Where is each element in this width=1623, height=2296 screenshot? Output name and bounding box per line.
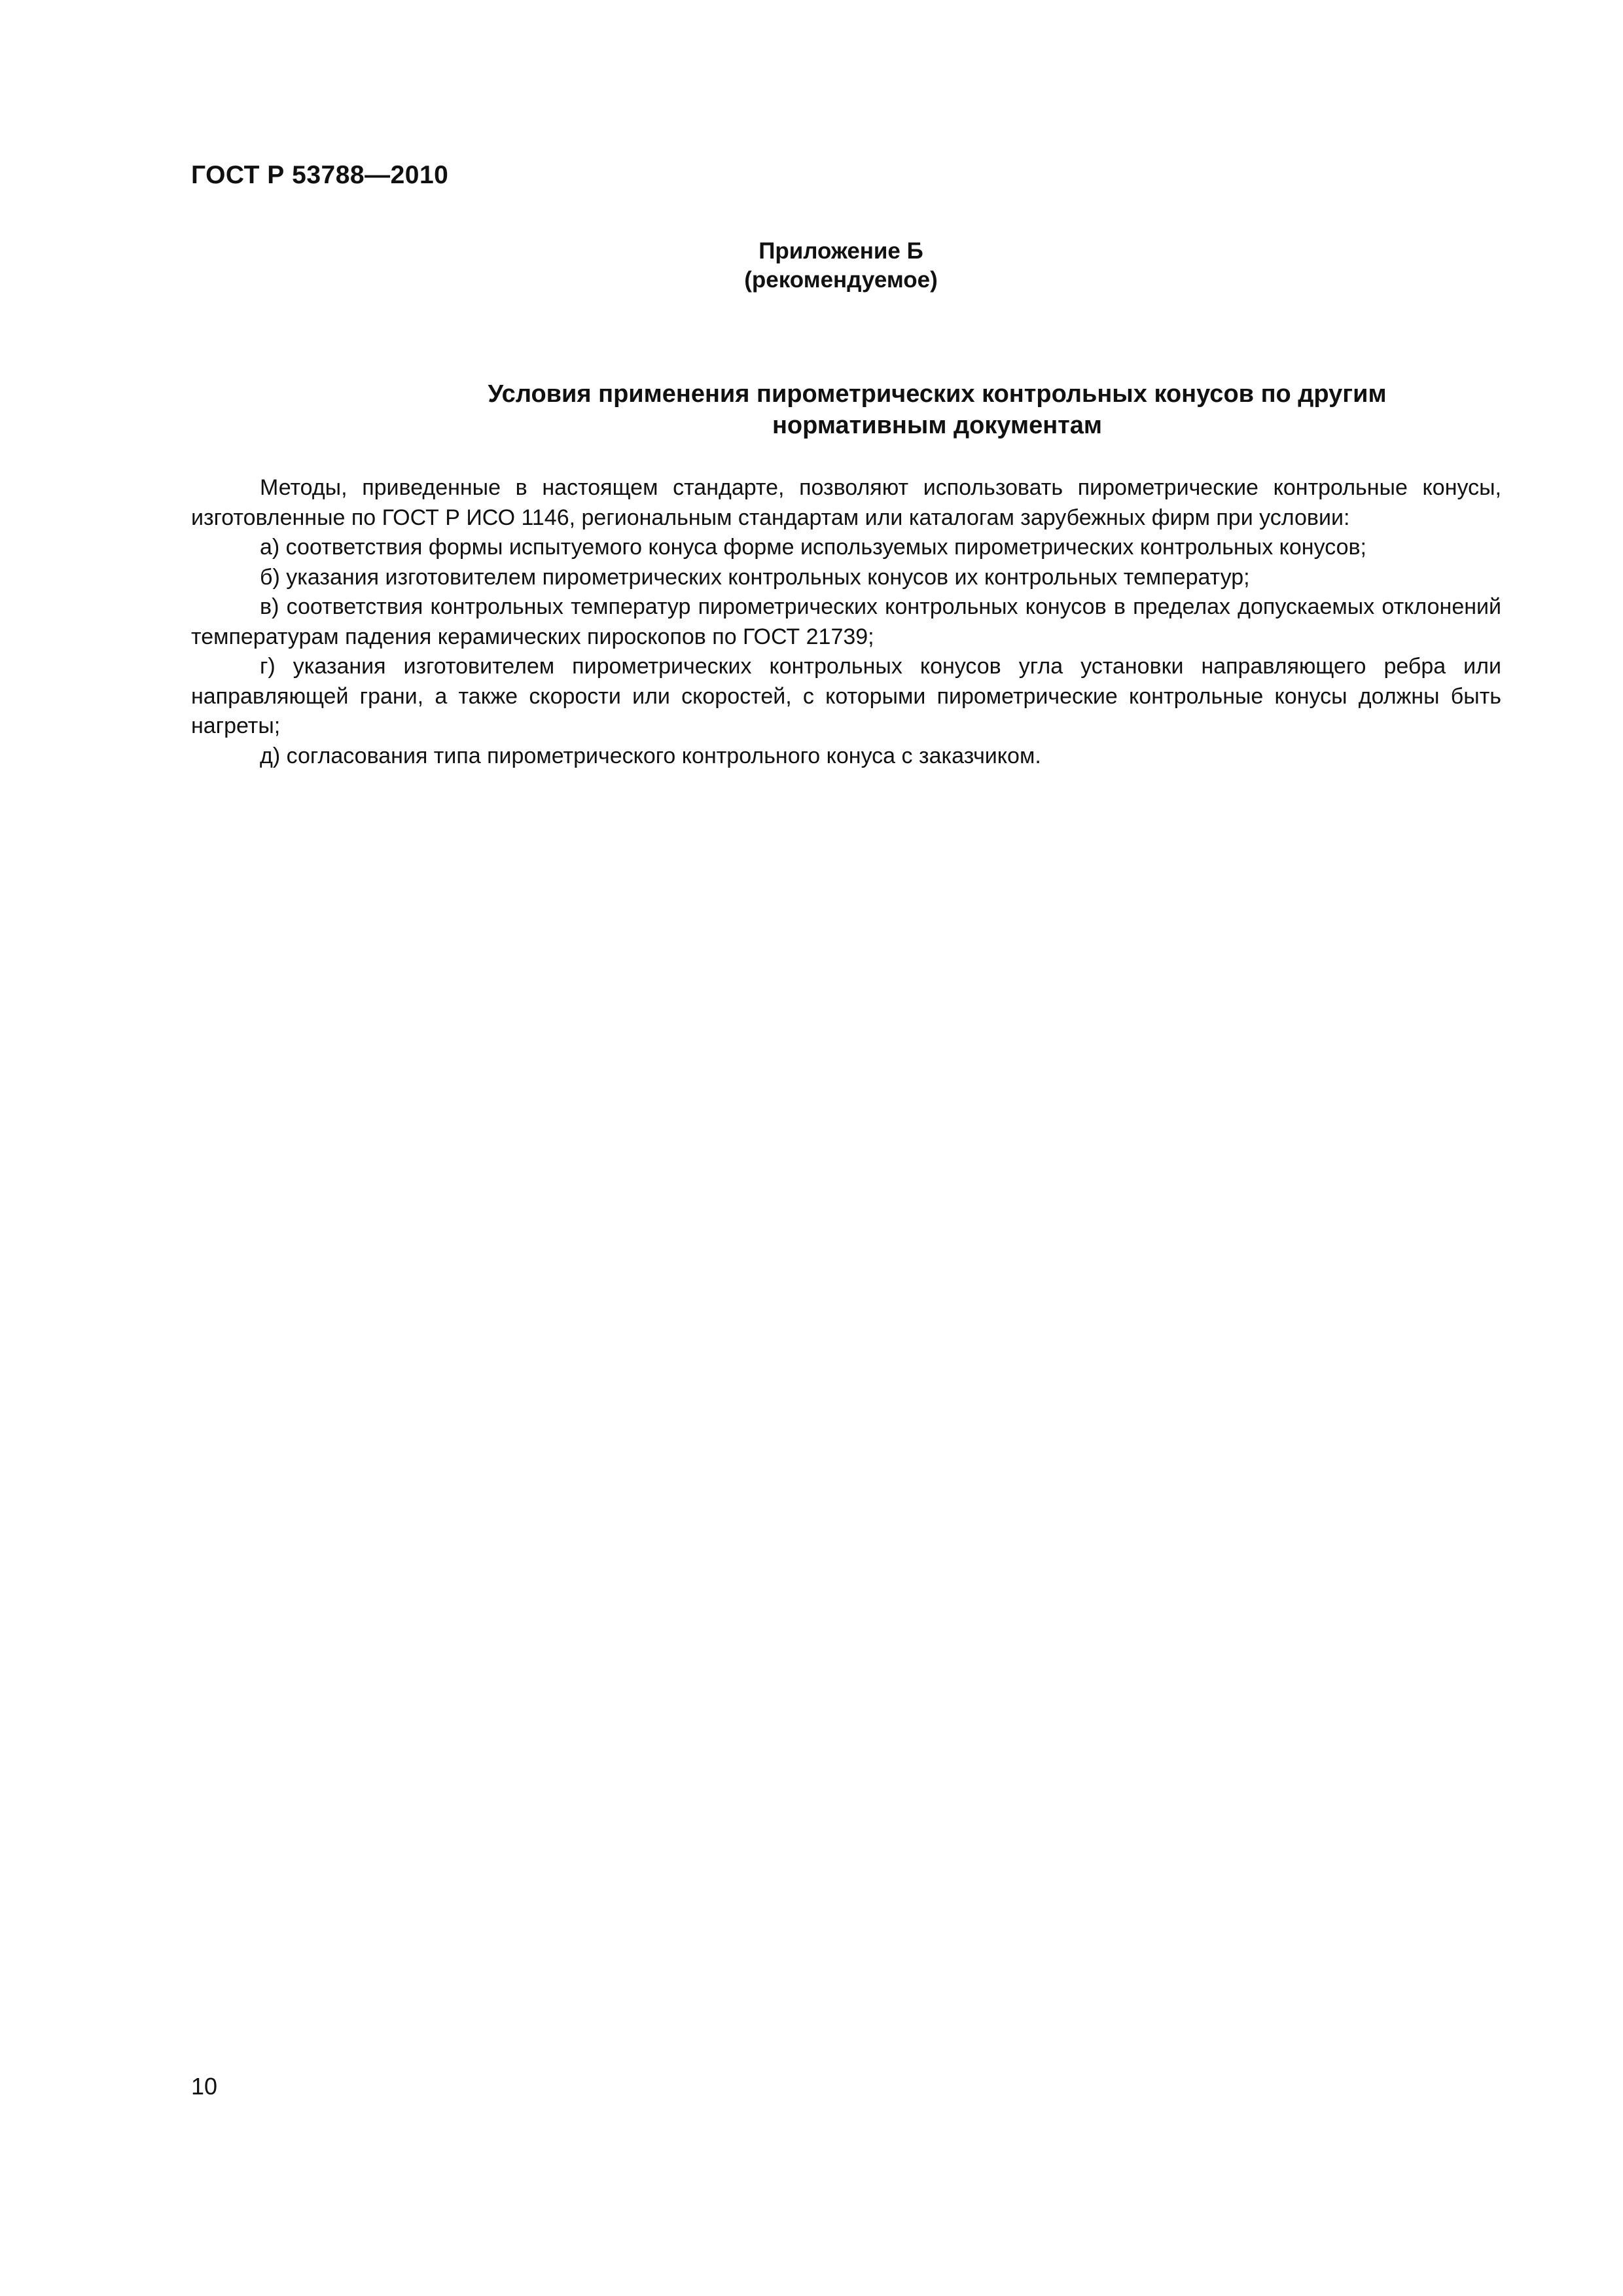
page-number: 10 (191, 2073, 218, 2100)
appendix-label: Приложение Б (758, 238, 923, 264)
body-text (191, 473, 1501, 771)
intro-paragraph: Методы, приведенные в настоящем стандарте, позволяют использовать пирометрические контрольные конусы, изготовленные по ГОСТ Р ИСО 1146, региональным стандартам или каталогам зарубежных фирм при условии: (191, 475, 1501, 530)
condition-v: в) соответствия контрольных температур пирометрических контрольных конусов в пределах допускаемых отклонений температурам падения керамических пироскопов по ГОСТ 21739; (191, 594, 1501, 649)
condition-a: а) соответствия формы испытуемого конуса форме используемых пирометрических контрольных конусов; (260, 535, 1367, 560)
section-title (191, 378, 1623, 441)
section-title-line-1: Условия применения пирометрических контрольных конусов по другим (488, 380, 1387, 408)
condition-g: г) указания изготовителем пирометрических контрольных конусов угла установки направляющего ребра или направляющей грани, а также скорости или скоростей, с которыми пирометрические контрольные конусы должны быть нагреты; (191, 654, 1501, 738)
condition-d: д) согласования типа пирометрического контрольного конуса с заказчиком. (260, 743, 1041, 768)
section-title-line-2: нормативным документам (772, 412, 1103, 439)
appendix-status: (рекомендуемое) (744, 267, 938, 293)
appendix-heading (0, 237, 1623, 295)
document-code: ГОСТ Р 53788—2010 (191, 161, 449, 189)
condition-b: б) указания изготовителем пирометрических контрольных конусов их контрольных температур; (260, 564, 1250, 590)
